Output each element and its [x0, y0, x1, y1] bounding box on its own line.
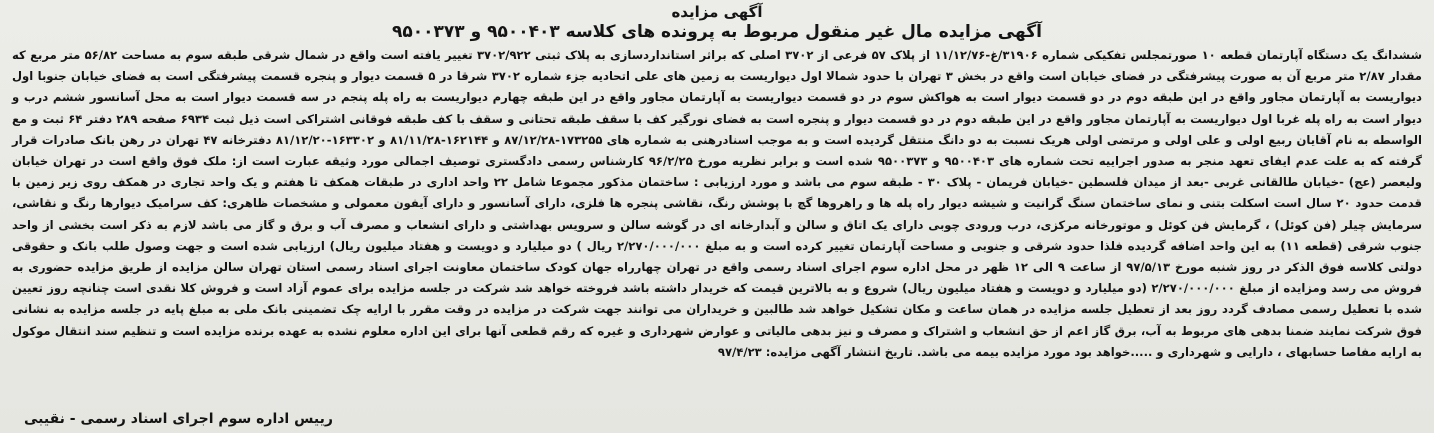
notice-subtitle: آگهی مزایده مال غیر منقول مربوط به پرونده های کلاسه ۹۵۰۰۴۰۳ و ۹۵۰۰۳۷۳ [392, 22, 1042, 42]
notice-title: آگهی مزایده [671, 3, 763, 21]
notice-body: ششدانگ یک دستگاه آپارتمان قطعه ۱۰ صورتمجلس تفکیکی شماره ۳۱۹۰۶/غ-۱۱/۱۲/۷۶ از پلاک ۵۷ فرعی از ۳۷۰۲ اصلی که براثر استانداردسازی به پلاک ثبتی ۳۷۰۲/۹۲۲ تغییر یافته است واقع در شمال شرقی طبقه سوم به مساحت ۵۶/۸۲ متر مربع که مقدار ۲/۸۷ متر مربع آن به صورت پیشرفتگی در فضای خیابان است واقع در بخش ۳ تهران با حدود شمالا اول دیواریست به زمین های علی اتحادیه جزء شماره ۳۷۰۲ شرقا در ۵ قسمت دیوار و پنجره قسمت پیشرفتگی است به فضای خیابان جنوبا اول دیواریست به آپارتمان مجاور واقع در این طبقه دوم در دو قسمت دیوار است به هواکش سوم در دو قسمت دیواریست به آپارتمان مجاور واقع در این طبقه چهارم دیواریست به راه پله پنجم در سه قسمت دیوار است به محل آسانسور ششم درب و دیوار است به راه پله غربا اول دیواریست به آپارتمان مجاور واقع در این طبقه دوم در دو قسمت دیوار و پنجره است به فضای نورگیر کف با سقف طبقه تحتانی و سقف با کف طبقه فوقانی اشتراکی است ذیل ثبت ۶۹۳۴ صفحه ۲۸۹ دفتر ۶۴ ثبت و مع الواسطه به نام آقایان ربیع اولی و علی اولی و مرتضی اولی هریک نسبت به دو دانگ منتقل گردیده است و به موجب اسنادرهنی به شماره های ۱۷۳۲۵۵-۸۷/۱۲/۲۸ و ۱۶۲۱۴۴-۸۱/۱۱/۲۸ و ۱۶۳۳۰۲-۸۱/۱۲/۲۰ دفترخانه ۴۷ تهران در رهن بانک صادرات قرار گرفته که به علت عدم ایفای تعهد منجر به صدور اجراییه تحت شماره های ۹۵۰۰۴۰۳ و ۹۵۰۰۳۷۳ شده است و برابر نظریه مورخ ۹۶/۲/۲۵ کارشناس رسمی دادگستری توصیف اجمالی مورد وثیقه عبارت است از: ملک فوق واقع است در تهران خیابان ولیعصر (عج) -خیابان طالقانی غربی -بعد از میدان فلسطین -خیابان فریمان - پلاک ۳۰ - طبقه سوم می باشد و مورد ارزیابی : ساختمان مذکور مجموعا شامل ۲۲ واحد اداری در طبقات همکف تا هفتم و یک واحد تجاری در همکف روی زیر زمین با قدمت حدود ۲۰ سال است اسکلت بتنی و نمای ساختمان سنگ گرانیت و شیشه دیوار راه پله ها و راهروها گچ با پوشش رنگ، نقاشی پنجره ها فلزی، دارای آسانسور و دارای آیفون معمولی و مشخصات ظاهری: کف سرامیک دیوارها رنگ و نقاشی، سرمایش چیلر (فن کوئل) ، گرمایش فن کوئل و موتورخانه مرکزی، درب ورودی چوبی دارای یک اتاق و سالن و آبدارخانه ای در گوشه سالن و سرویس بهداشتی و دارای انشعاب و مصرف آب و برق و گاز می باشد لازم به ذکر است بخشی از واحد جنوب شرقی (قطعه ۱۱) به این واحد اضافه گردیده فلذا حدود شرقی و جنوبی و مساحت آپارتمان تغییر کرده است و به مبلغ ۲/۲۷۰/۰۰۰/۰۰۰ ریال ) دو میلیارد و دویست و هفتاد میلیون ریال) ارزیابی شده است و جهت وصول طلب بانک و حقوقی دولتی کلاسه فوق الذکر در روز شنبه مورخ ۹۷/۵/۱۳ از ساعت ۹ الی ۱۲ ظهر در محل اداره سوم اجرای اسناد رسمی واقع در تهران چهارراه جهان کودک ساختمان معاونت اجرای اسناد رسمی استان تهران سالن مزایده از طریق مزایده حضوری به فروش می رسد ومزایده از مبلغ ۲/۲۷۰/۰۰۰/۰۰۰ (دو میلیارد و دویست و هفتاد میلیون ریال) شروع و به بالاترین قیمت که خریدار داشته باشد فروخته خواهد شد شرکت در جلسه مزایده برای عموم آزاد است و فروش کلا نقدی است چنانچه روز تعیین شده با تعطیل رسمی مصادف گردد روز بعد از تعطیل جلسه مزایده در همان ساعت و مکان تشکیل خواهد شد طالبین و خریداران می توانند جهت شرکت در مزایده در وقت مقرر با ارایه چک تضمینی بانک ملی به مبلغ پایه در جلسه مزایده به نشانی فوق شرکت نمایند ضمنا بدهی های مربوط به آب، برق گاز اعم از حق انشعاب و اشتراک و مصرف و نیز بدهی مالیاتی و عوارض شهرداری و غیره که رقم قطعی آنها برای این اداره معلوم نشده به عهده برنده مزایده است و تنظیم سند انتقال موکول به ارایه مفاصا حسابهای ، دارایی و شهرداری و .....خواهد بود مورد مزایده بیمه می باشد. تاریخ انتشار آگهی مزایده: ۹۷/۴/۲۳ [12, 48, 1423, 359]
signature-block [24, 408, 333, 427]
signature: رییس اداره سوم اجرای اسناد رسمی - نقیبی [24, 411, 333, 427]
